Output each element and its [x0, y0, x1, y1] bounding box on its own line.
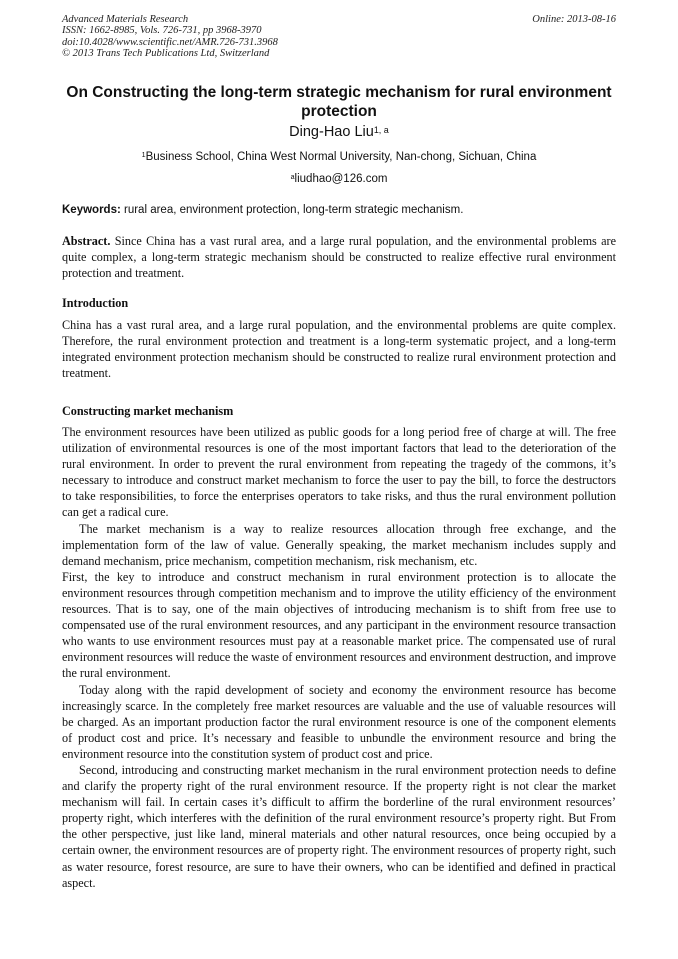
issn-line: ISSN: 1662-8985, Vols. 726-731, pp 3968-3970 [62, 25, 262, 37]
online-date: Online: 2013-08-16 [532, 14, 616, 25]
copyright-line: © 2013 Trans Tech Publications Ltd, Switzerland [62, 48, 270, 60]
email-line [62, 172, 616, 186]
author-line [62, 123, 616, 141]
keywords [62, 203, 616, 217]
affiliation-mark: 1 [141, 151, 146, 160]
email-mark: a [290, 173, 295, 182]
market-paragraph-2: The market mechanism is a way to realize resources allocation through free exchange, and the implementation form of the law of value. Generally speaking, the market mechanism includes supply and demand mechanism, price mechanism, competition mechanism, risk mechanism, etc. [62, 521, 616, 568]
doi-line: doi:10.4028/www.scientific.net/AMR.726-731.3968 [62, 36, 278, 48]
abstract-label: Abstract. [62, 234, 111, 248]
abstract [62, 233, 616, 281]
market-paragraph-5: Second, introducing and constructing market mechanism in the rural environment protection needs to define and clarify the property right of the rural environment resource. If the property right is not clear the market mechanism will fail. In certain cases it’s difficult to affirm the borderline of the rural environment resources’ property right, which interferes with the definition of the rural environment resource’s property right. But From the other perspective, just like land, mineral materials and other natural resources, once being occupied by a certain owner, the environment resources are of property right. The environment resources of property right, such as water resource, forest resource, are sure to have their owners, who can be identified and defined in practical aspect. [62, 762, 616, 890]
section-heading-market-mechanism: Constructing market mechanism [62, 404, 234, 418]
affiliation-line [62, 150, 616, 164]
keywords-label: Keywords: [62, 204, 121, 216]
introduction-paragraph: China has a vast rural area, and a large rural population, and the environmental problems are quite complex. Therefore, the rural environment protection and treatment is a long-term systematic project, and a long-term integrated environment protection mechanism should be constructed to realize rural environment protection and treatment. [62, 318, 616, 381]
abstract-text: Since China has a vast rural area, and a large rural population, and the environmental problems are quite complex, a long-term strategic mechanism should be constructed to realize effective rural environment protection and treatment. [62, 234, 616, 281]
market-paragraph-4: Today along with the rapid development of society and economy the environment resource has become increasingly scarce. In the completely free market resources are valuable and the use of valuable resources will be charged. As an important production factor the rural environment resource is one of the component elements of product cost and price. It’s necessary and feasible to unbundle the environment resource and bring the environment resource into the constitution system of product cost and price. [62, 682, 616, 761]
market-mechanism-section [62, 424, 616, 891]
section-heading-introduction: Introduction [62, 296, 129, 310]
paper-title: On Constructing the long-term strategic mechanism for rural environment protection [66, 84, 612, 120]
author-affiliation-marks: 1, a [373, 124, 389, 135]
journal-name: Advanced Materials Research [62, 14, 189, 25]
email-address: liudhao@126.com [294, 173, 388, 185]
author-name: Ding-Hao Liu [289, 124, 374, 140]
affiliation-text: Business School, China West Normal University, Nan-chong, Sichuan, China [145, 151, 537, 163]
market-paragraph-3: First, the key to introduce and construct mechanism in rural environment protection is to allocate the environment resources through competition mechanism and to improve the utility efficiency of the environment resources. That is to say, one of the main objectives of introducing mechanism is to shift from free use to compensated use of the rural environment resources, and any participant in the environment resource transaction who wants to use environment resources must pay at a reasonable market price. The compensated use of rural environment resources will reduce the waste of environment resources and environment destruction, and improve the rural environment. [62, 569, 616, 681]
keywords-text: rural area, environment protection, long-term strategic mechanism. [120, 204, 464, 216]
journal-meta [62, 14, 278, 60]
market-paragraph-1: The environment resources have been utilized as public goods for a long period free of charge at will. The free utilization of environmental resources is one of the most important factors that lead to the deterioration of the rural environment. In order to prevent the rural environment from repeating the tragedy of the commons, it’s necessary to introduce and construct market mechanism to force the user to pay the bill, to force the destructors to take responsibilities, to force the enterprises operators to take risks, and thus the rural environment pollution can get a radical cure. [62, 425, 616, 520]
